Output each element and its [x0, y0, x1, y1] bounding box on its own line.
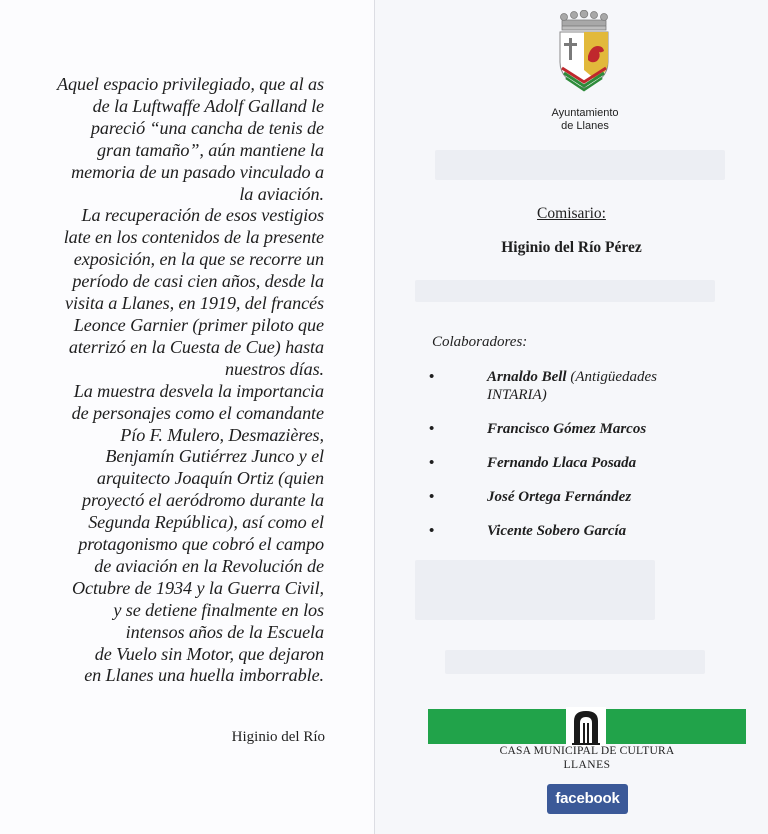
intro-line: de aviación en la Revolución de — [94, 555, 324, 576]
colaborador-note: (Antigüedades — [566, 369, 658, 385]
intro-line: la aviación. — [239, 183, 324, 204]
ayuntamiento-label — [520, 107, 650, 133]
intro-line: memoria de un pasado vinculado a — [71, 161, 324, 182]
intro-line: y se detiene finalmente en los — [113, 599, 324, 620]
intro-line: La recuperación de esos vestigios — [81, 205, 324, 226]
show-through — [415, 560, 655, 620]
ayuntamiento-line-2: de Llanes — [561, 120, 609, 132]
colaborador-item — [429, 368, 748, 404]
comisario-label: Comisario: — [537, 205, 606, 222]
intro-line: late en los contenidos de la presente — [63, 227, 324, 248]
intro-line: protagonismo que cobró el campo — [78, 534, 324, 555]
intro-line: intensos años de la Escuela — [125, 621, 324, 642]
colaborador-item — [429, 420, 748, 438]
casa-cultura-title: CASA MUNICIPAL DE CULTURA — [499, 745, 675, 757]
intro-line: período de casi cien años, desde la — [72, 271, 324, 292]
intro-line: Aquel espacio privilegiado, que al as — [56, 74, 324, 94]
intro-line: pareció “una cancha de tenis de — [90, 117, 324, 138]
colaborador-item — [429, 522, 748, 540]
intro-line: de la Luftwaffe Adolf Galland le — [92, 95, 324, 116]
bullet-icon: • — [429, 369, 435, 385]
colaborador-name: Fernando Llaca Posada — [487, 455, 637, 471]
colaborador-note: INTARIA) — [487, 387, 547, 403]
show-through — [445, 650, 705, 674]
casa-cultura-arch-icon — [566, 707, 606, 747]
bullet-icon: • — [429, 421, 435, 437]
colaborador-name: Arnaldo Bell — [487, 369, 567, 385]
colaborador-name: José Ortega Fernández — [487, 489, 632, 505]
intro-line: La muestra desvela la importancia — [73, 380, 324, 401]
bullet-icon: • — [429, 523, 435, 539]
intro-line: proyectó el aeródromo durante la — [82, 490, 324, 511]
facebook-logo[interactable]: facebook — [547, 784, 628, 814]
intro-line: visita a Llanes, en 1919, del francés — [65, 293, 324, 314]
intro-line: de personajes como el comandante — [71, 402, 324, 423]
intro-line: Octubre de 1934 y la Guerra Civil, — [71, 577, 324, 598]
intro-line: aterrizó en la Cuesta de Cue) hasta — [68, 336, 324, 357]
intro-line: arquitecto Joaquín Ortiz (quien — [96, 468, 324, 489]
intro-line: en Llanes una huella imborrable. — [84, 665, 324, 686]
colaborador-item — [429, 488, 748, 506]
intro-text — [10, 74, 324, 687]
llanes-coat-of-arms-icon — [552, 10, 616, 94]
comisario-name: Higinio del Río Pérez — [501, 239, 642, 256]
colaborador-name: Francisco Gómez Marcos — [487, 421, 647, 437]
intro-line: nuestros días. — [225, 358, 324, 379]
colaborador-item — [429, 454, 748, 472]
colaboradores-list — [429, 368, 748, 556]
left-panel — [0, 0, 374, 834]
intro-line: Leonce Garnier (primer piloto que — [73, 314, 324, 335]
casa-cultura-subtitle: LLANES — [563, 759, 611, 771]
intro-line: Benjamín Gutiérrez Junco y el — [105, 446, 324, 467]
bullet-icon: • — [429, 455, 435, 471]
intro-line: gran tamaño”, aún mantiene la — [97, 139, 324, 160]
signature: Higinio del Río — [231, 729, 325, 745]
colaboradores-label: Colaboradores: — [432, 334, 528, 350]
intro-line: Pío F. Mulero, Desmazières, — [120, 424, 324, 445]
bullet-icon: • — [429, 489, 435, 505]
show-through — [415, 280, 715, 302]
show-through — [435, 150, 725, 180]
ayuntamiento-line-1: Ayuntamiento — [551, 107, 619, 119]
intro-line: Segunda República), así como el — [88, 512, 324, 533]
intro-line: de Vuelo sin Motor, que dejaron — [94, 643, 324, 664]
colaborador-name: Vicente Sobero García — [487, 523, 627, 539]
intro-line: exposición, en la que se recorre un — [73, 249, 324, 270]
